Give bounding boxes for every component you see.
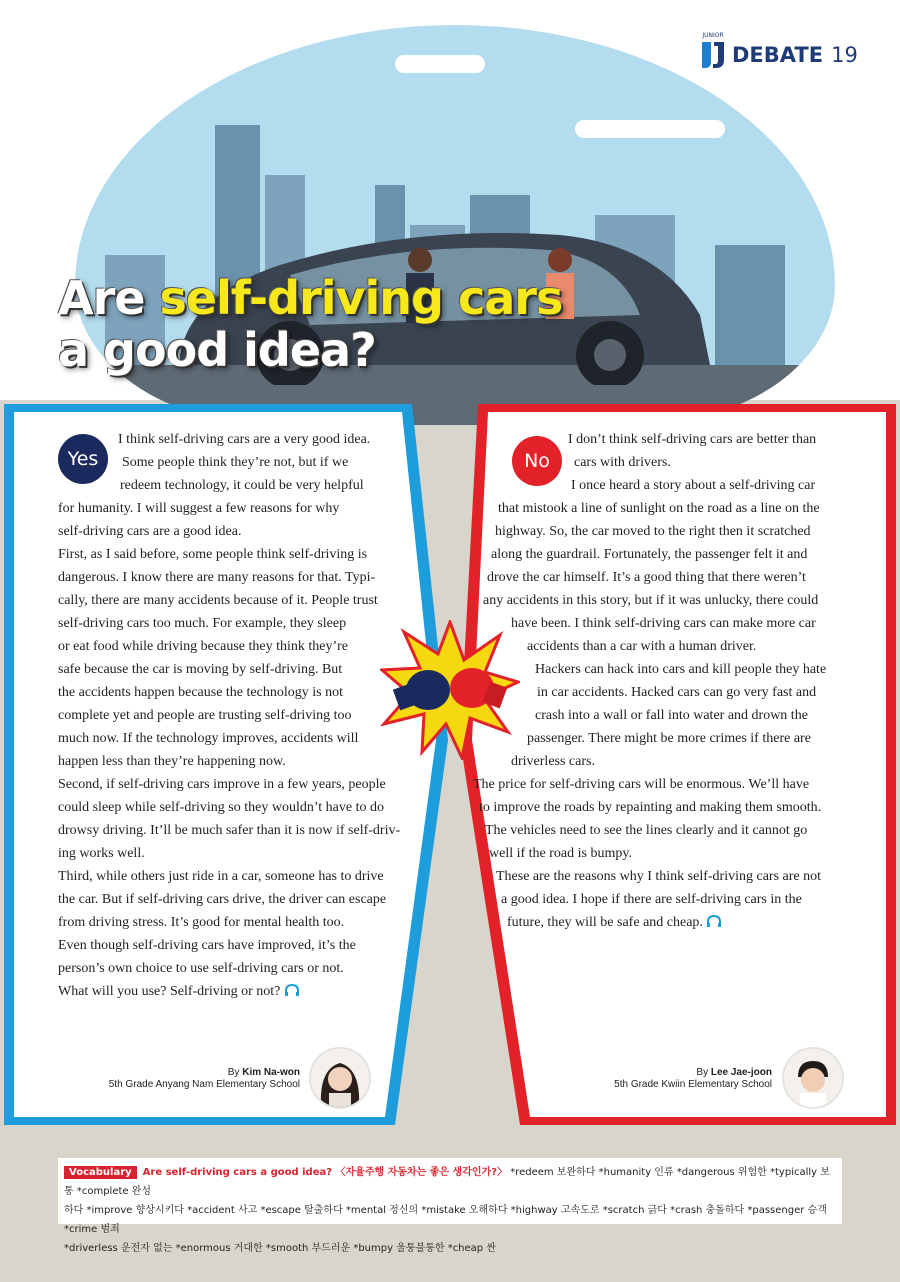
- vocabulary-text: Vocabulary Are self-driving cars a good idea? 〈자율주행 자동차는 좋은 생각인가?〉 *redeem 보완하다 *humanity 인류 *dangerous 위험한 *typically 보통 *complete 완성 하다 *improve 향상시키다 *accident 사고 *escape 탈출하다 *mental 정신의 *mistake 오해하다 *highway 고속도로 *scratch 긁다 *crash 충돌하다 *passenger 승객 *crime 범죄 *driverless 운전자 없는 *enormous 거대한 *smooth 부드러운 *bumpy 울퉁불퉁한 *cheap 싼: [64, 1167, 830, 1254]
- yes-byline: By Kim Na-won 5th Grade Anyang Nam Elementary School: [100, 1067, 300, 1091]
- boxing-gloves-icon: [380, 620, 520, 760]
- no-badge: No: [512, 436, 562, 486]
- no-author: Lee Jae-joon: [710, 1067, 772, 1078]
- yes-argument-text: I think self-driving cars are a very good idea. Some people think they’re not, but if we redeem technology, it could be very helpful for humanity. I will suggest a few reasons for why self-driving cars are a good idea. First, as I said before, some people think self-driving is dangerous. I know there are many reasons for that. Typi- cally, there are many accidents because of it. People trust self-driving cars too much. For example, they sleep or eat food while driving because they think they’re safe because the car is moving by self-driving. But the accidents happen because the technology is not complete yet and people are trusting self-driving too much now. If the technology improves, accidents will happen less than they’re happening now. Second, if self-driving cars improve in a few years, people could sleep while self-driving so they wouldn’t have to do drowsy driving. It’ll be much safer than it is now if self-driv- ing works well. Third, while others just ride in a car, someone has to drive the car. But if self-driving cars drive, the driver can escape from driving stress. It’s good for mental health too. Even though self-driving cars have improved, it’s the person’s own choice to use self-driving cars or not. What will you use? Self-driving or not?: [58, 432, 401, 999]
- vocabulary-box: [58, 1158, 842, 1254]
- vocabulary-question: Are self-driving cars a good idea? 〈자율주행 자동차는 좋은 생각인가?〉: [142, 1167, 507, 1178]
- svg-text:JUNIOR: JUNIOR: [702, 32, 724, 39]
- yes-school: 5th Grade Anyang Nam Elementary School: [108, 1079, 300, 1090]
- no-byline: By Lee Jae-joon 5th Grade Kwiin Elementary School: [572, 1067, 772, 1091]
- headphones-icon: [706, 914, 722, 928]
- no-argument-text: I don’t think self-driving cars are better than cars with drivers. I once heard a story about a self-driving car that mistook a line of sunlight on the road as a line on the highway. So, the car moved to the right then it scratched along the guardrail. Fortunately, the passenger felt it and drove the car himself. It’s a good thing that there weren’t any accidents in this story, but if it was unlucky, there could have been. I think self-driving cars can make more car accidents than a car with a human driver. Hackers can hack into cars and kill people they hate in car accidents. Hacked cars can go very fast and crash into a wall or fall into water and drown the passenger. There might be more crimes if there are driverless cars. The price for self-driving cars will be enormous. We’ll have to improve the roads by repainting and making them smooth. The vehicles need to see the lines clearly and it cannot go well if the road is bumpy. These are the reasons why I think self-driving cars are not a good idea. I hope if there are self-driving cars in the future, they will be safe and cheap.: [473, 432, 827, 930]
- no-school: 5th Grade Kwiin Elementary School: [614, 1079, 772, 1090]
- article-title: Are self-driving cars a good idea?: [58, 271, 563, 377]
- yes-author-avatar: [309, 1047, 371, 1109]
- brand-name: DEBATE: [732, 43, 824, 67]
- page-number: 19: [831, 43, 858, 67]
- yes-badge: Yes: [58, 434, 108, 484]
- vocabulary-tag: Vocabulary: [64, 1166, 137, 1179]
- no-author-avatar: [782, 1047, 844, 1109]
- yes-author: Kim Na-won: [242, 1067, 300, 1078]
- headphones-icon: [284, 983, 300, 997]
